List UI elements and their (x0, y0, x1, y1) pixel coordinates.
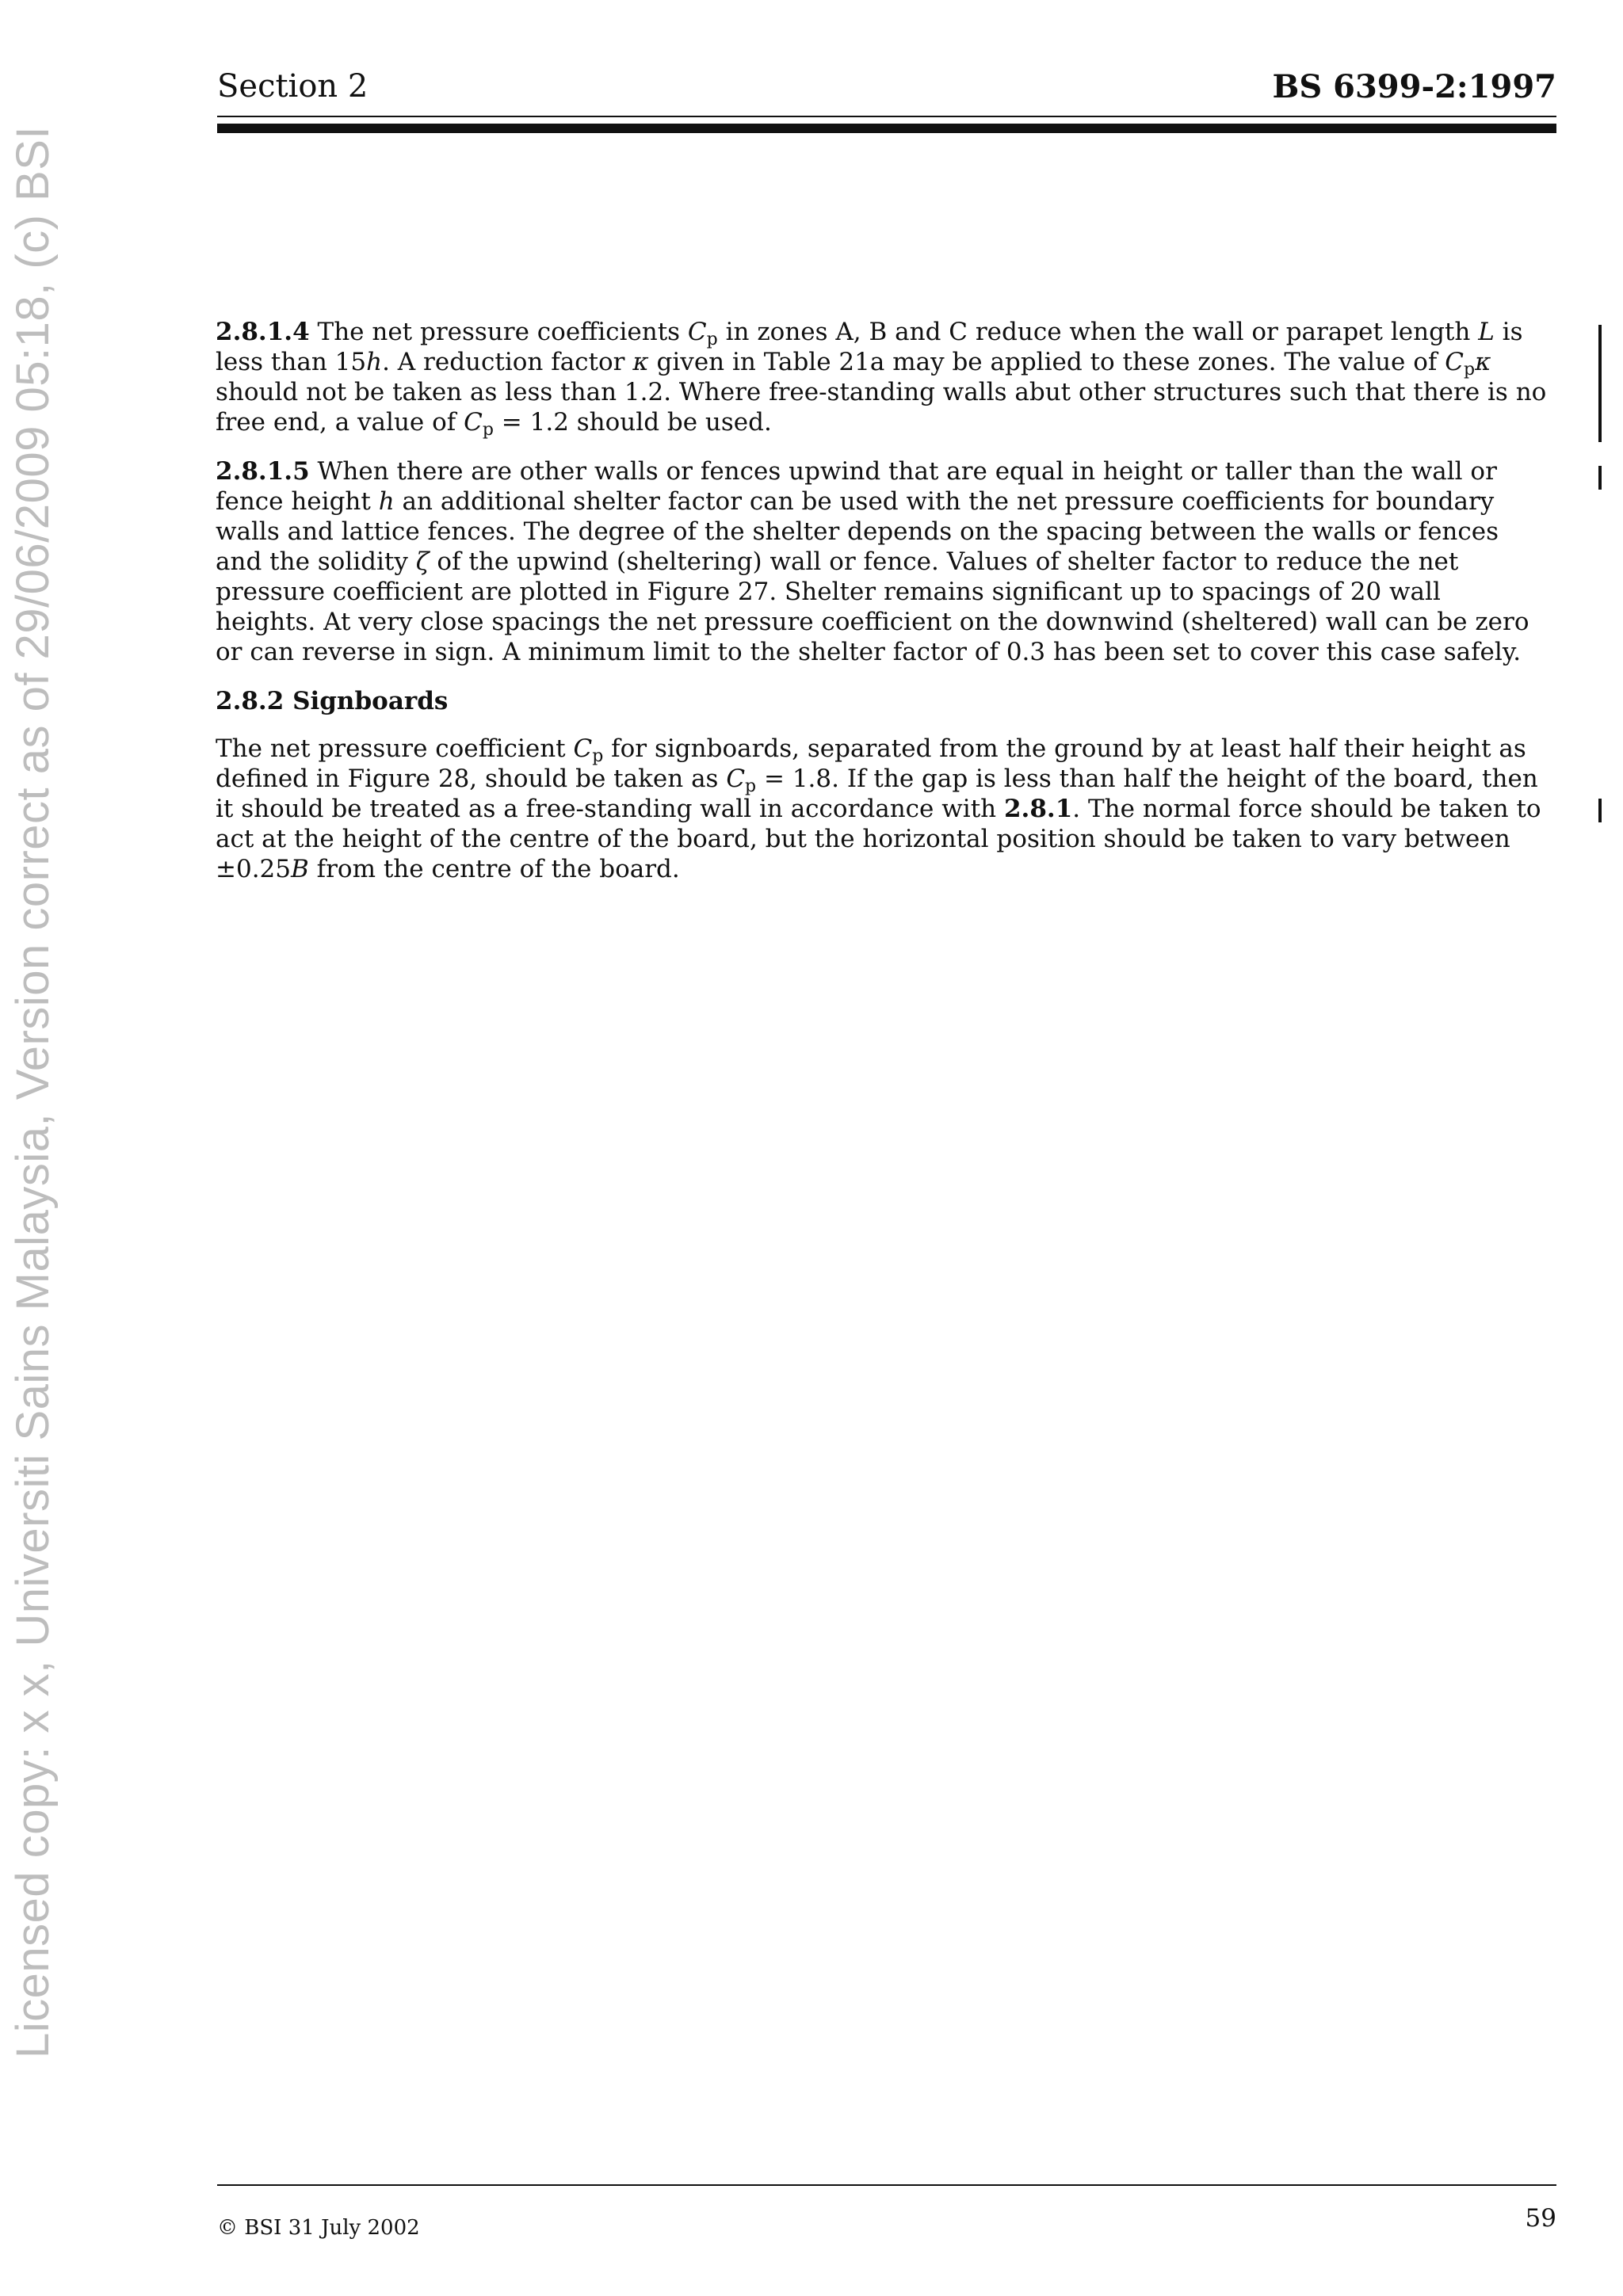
clause-2-8-1-5: 2.8.1.5 When there are other walls or fences upwind that are equal in height or taller than the wall or fence height h an additional shelter factor can be used with the net pressure coefficients for boundary walls and lattice fences. The degree of the shelter depends on the spacing between the walls or fences and the solidity ζ of the upwind (sheltering) wall or fence. Values of shelter factor to reduce the net pressure coefficient are plotted in Figure 27. Shelter remains significant up to spacings of 20 wall heights. At very close spacings the net pressure coefficient on the downwind (sheltered) wall can be zero or can reverse in sign. A minimum limit to the shelter factor of 0.3 has been set to cover this case safely. (216, 457, 1529, 666)
license-watermark: Licensed copy: x x, Universiti Sains Malaysia, Version correct as of 29/06/2009 05:18, (c) BSI (7, 125, 59, 2058)
clause-2-8-2: The net pressure coefficient $C_p$ for signboards, separated from the ground by at least half their height as defined in Figure 28, should be taken as $C_p = 1.8$. If the gap is less than half the height of the board, then it should be treated as a free-standing wall in accordance with 2.8.1. The normal force should be taken to act at the height of the centre of the board, but the horizontal position should be taken to vary between ±0.25B from the centre of the board. (216, 734, 1541, 883)
change-bar (1598, 799, 1602, 822)
page-number: 59 (1525, 2204, 1556, 2233)
page-body (216, 317, 1547, 903)
footer-rule (217, 2184, 1556, 2186)
copyright-notice: © BSI 31 July 2002 (217, 2216, 420, 2240)
change-bar (1598, 325, 1602, 442)
header-rule-thin (217, 116, 1556, 117)
heading-signboards: 2.8.2 Signboards (216, 687, 449, 715)
change-bar (1598, 466, 1602, 490)
header-rule-thick (217, 124, 1556, 133)
cross-reference: 2.8.1 (1003, 795, 1073, 823)
section-label: Section 2 (217, 68, 369, 105)
clause-number: 2.8.1.4 (216, 318, 310, 346)
clause-2-8-1-4: 2.8.1.4 The net pressure coefficients $C_p$ in zones A, B and C reduce when the wall or parapet length L is less than 15h. A reduction factor κ given in Table 21a may be applied to these zones. The value of $C_p\kappa$ should not be taken as less than 1.2. Where free-standing walls abut other structures such that there is no free end, a value of $C_p = 1.2$ should be used. (216, 318, 1547, 440)
standard-number: BS 6399-2:1997 (1272, 68, 1556, 105)
clause-number: 2.8.1.5 (216, 457, 310, 486)
